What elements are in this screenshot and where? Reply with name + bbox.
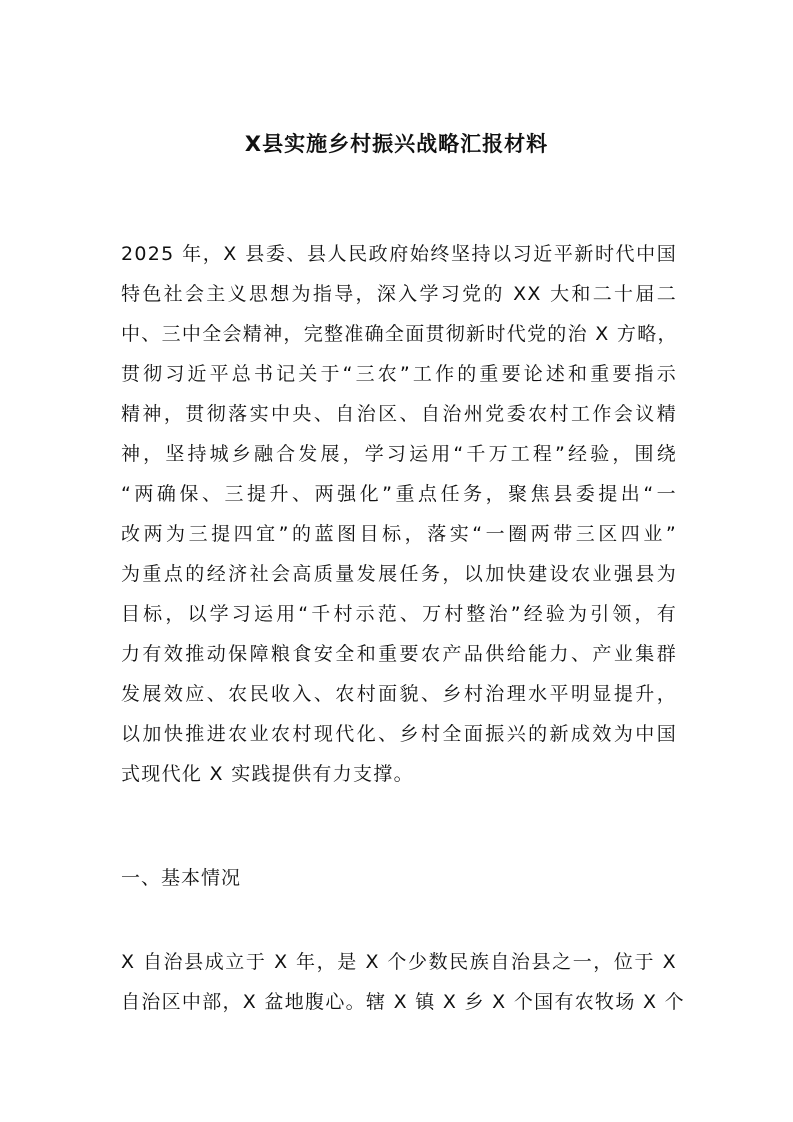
intro-paragraph [121, 234, 677, 794]
paragraph-line: 精神，贯彻落实中央、自治区、自治州党委农村工作会议精 [121, 403, 677, 425]
document-title: X县实施乡村振兴战略汇报材料 [244, 132, 549, 156]
paragraph-line: 以加快推进农业农村现代化、乡村全面振兴的新成效为中国 [121, 723, 677, 745]
paragraph-line: 特色社会主义思想为指导，深入学习党的 XX 大和二十届二 [121, 283, 677, 305]
paragraph-line: 发展效应、农民收入、农村面貌、乡村治理水平明显提升， [121, 683, 677, 705]
paragraph-line: 2025 年，X 县委、县人民政府始终坚持以习近平新时代中国 [121, 243, 677, 265]
paragraph-line: 贯彻习近平总书记关于“三农”工作的重要论述和重要指示 [121, 363, 677, 385]
paragraph-line: 为重点的经济社会高质量发展任务，以加快建设农业强县为 [121, 563, 677, 585]
paragraph-line: 目标，以学习运用“千村示范、万村整治”经验为引领，有 [121, 603, 677, 625]
paragraph-line: 式现代化 X 实践提供有力支撑。 [121, 763, 414, 785]
paragraph-line: 神，坚持城乡融合发展，学习运用“千万工程”经验，围绕 [121, 443, 677, 465]
section-heading: 一、基本情况 [121, 867, 242, 889]
basic-info-paragraph [121, 942, 685, 1022]
paragraph-line: 中、三中全会精神，完整准确全面贯彻新时代党的治 X 方略， [121, 323, 678, 345]
paragraph-line: 改两为三提四宜”的蓝图目标，落实“一圈两带三区四业” [121, 523, 677, 545]
paragraph-line: X 自治县成立于 X 年，是 X 个少数民族自治县之一，位于 X [121, 951, 677, 973]
paragraph-line: 自治区中部，X 盆地腹心。辖 X 镇 X 乡 X 个国有农牧场 X 个 [121, 991, 685, 1013]
paragraph-line: “两确保、三提升、两强化”重点任务，聚焦县委提出“一 [121, 483, 677, 505]
paragraph-line: 力有效推动保障粮食安全和重要农产品供给能力、产业集群 [121, 643, 677, 665]
